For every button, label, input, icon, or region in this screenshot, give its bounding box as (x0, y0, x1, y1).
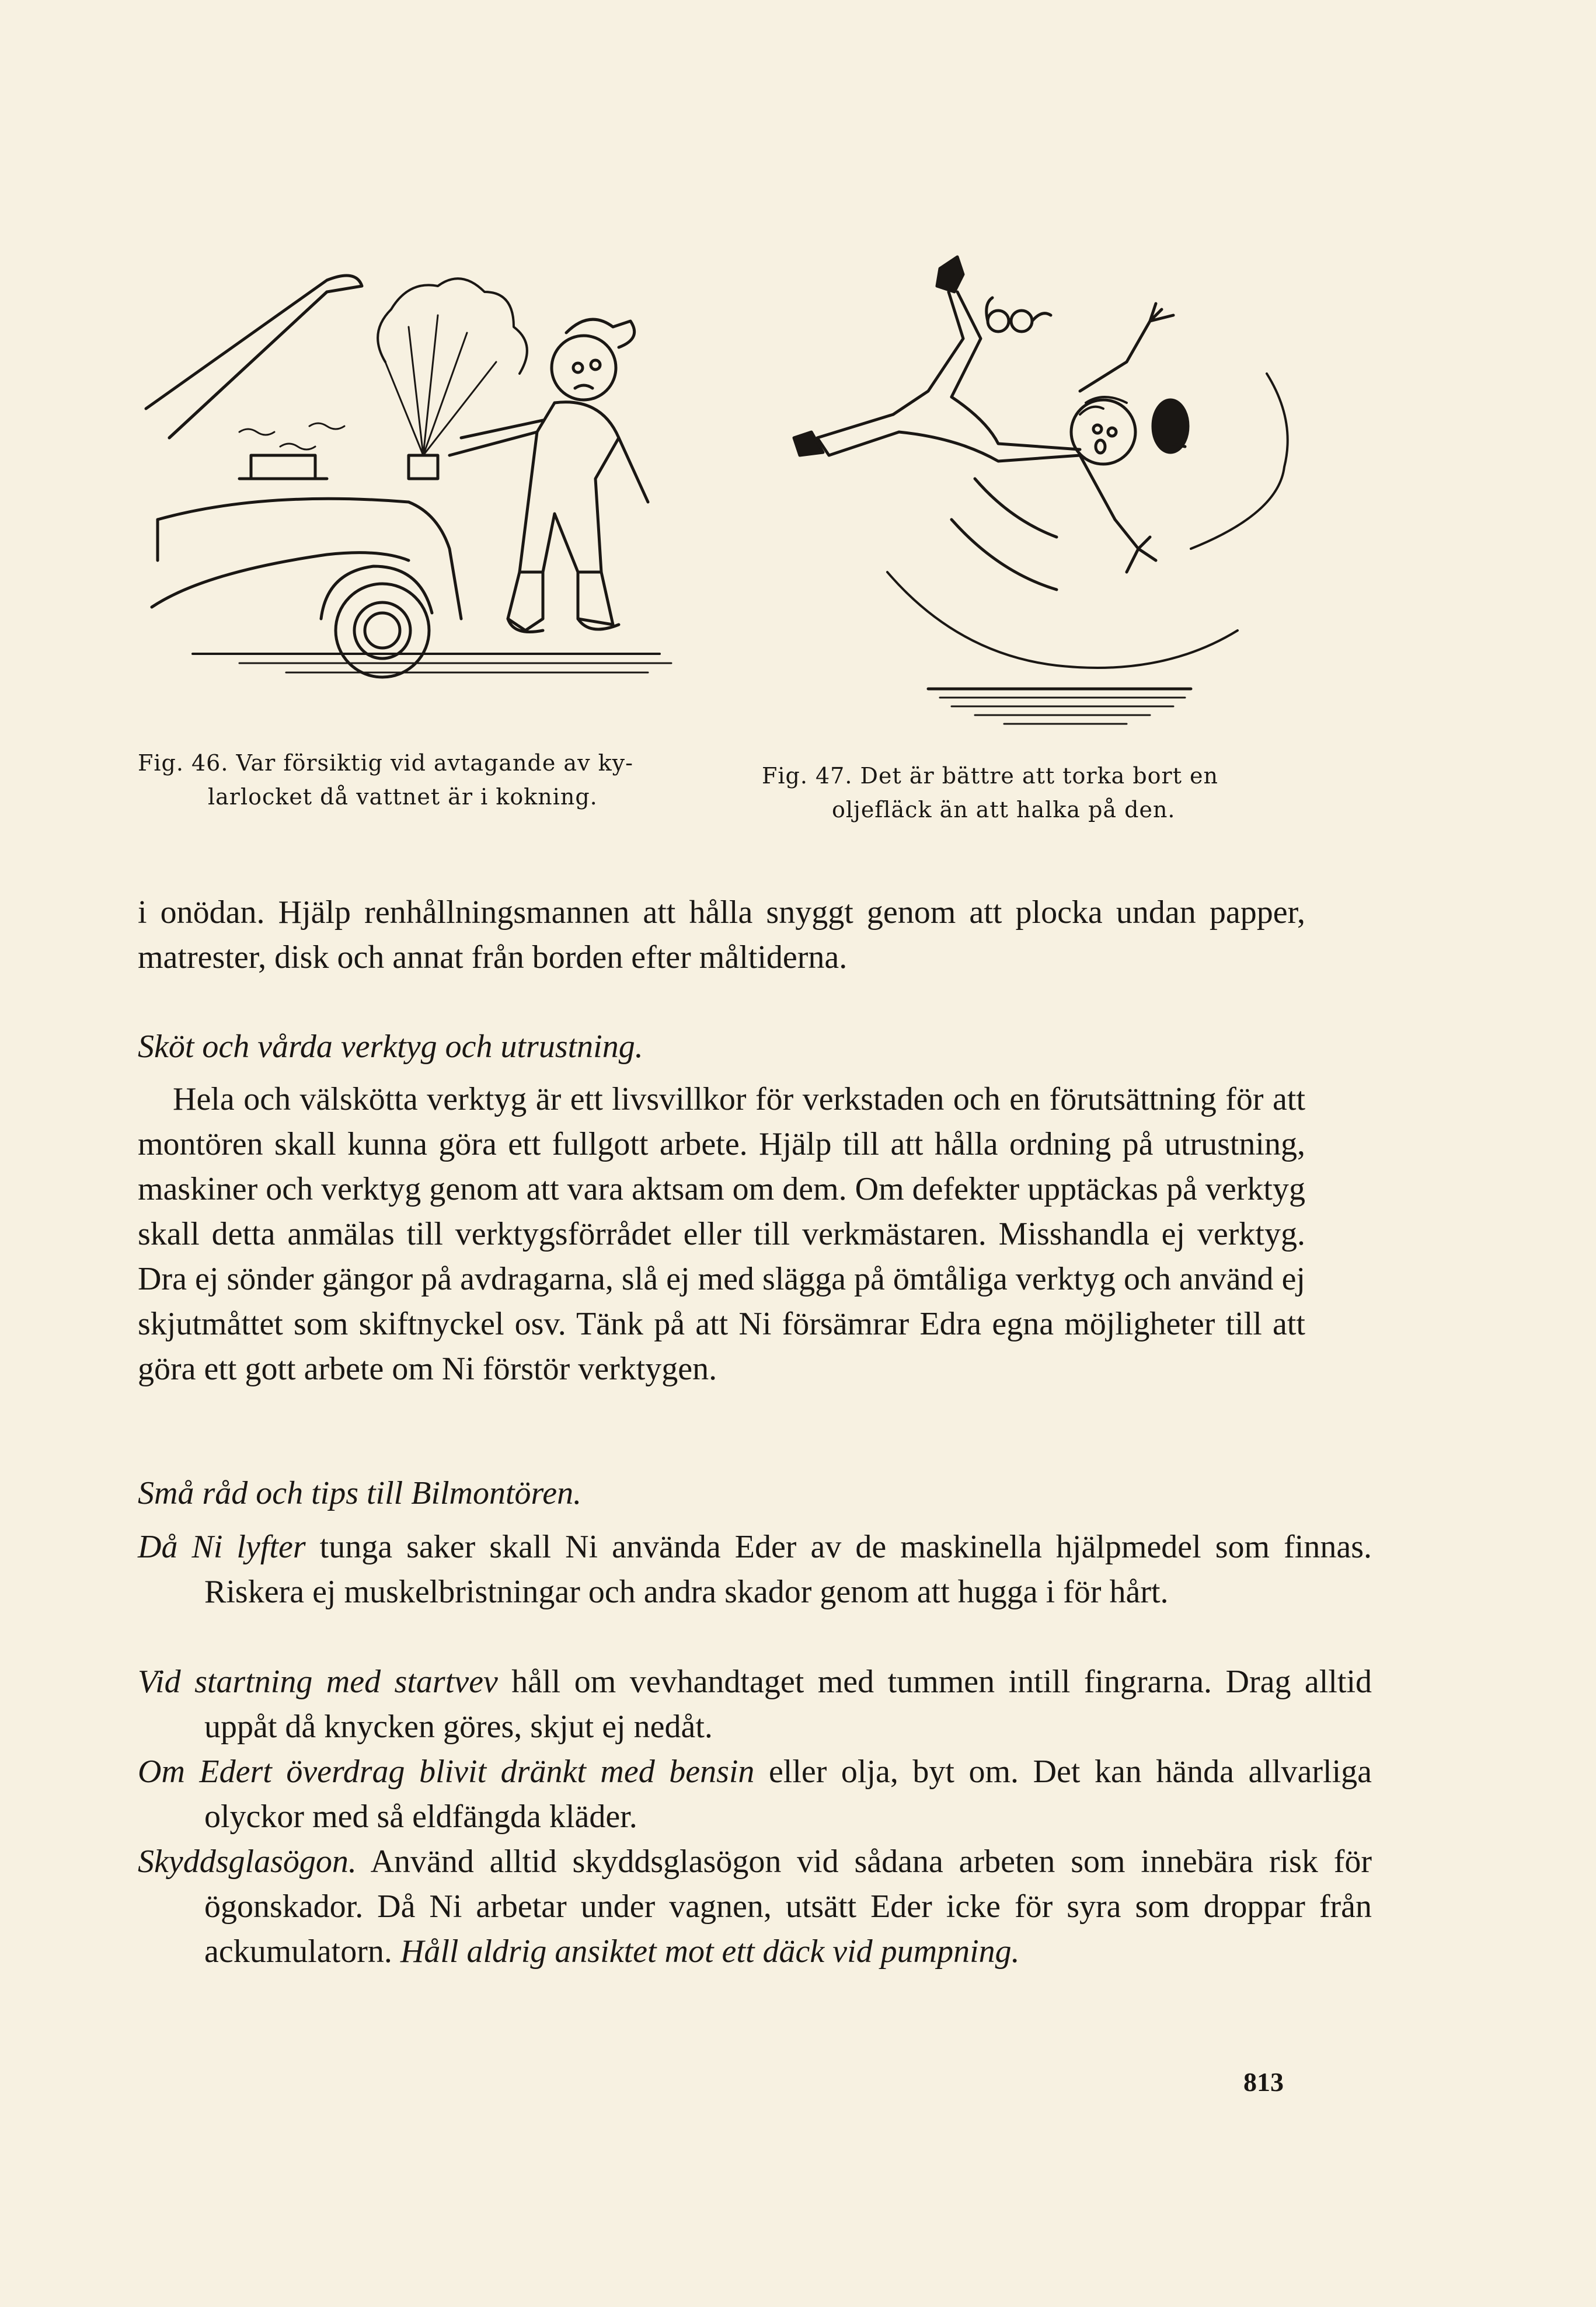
fig46-caption-line2: larlocket då vattnet är i kokning. (208, 784, 598, 810)
tip-lifting (138, 1525, 1372, 1615)
page-number: 813 (1243, 2067, 1284, 2097)
section1-heading: Sköt och vårda verktyg och utrustning. (138, 1029, 643, 1065)
intro-paragraph: i onödan. Hjälp renhållningsmannen att hålla snyggt genom att plocka undan papper, matrester, disk och annat från borden efter måltiderna. (138, 894, 1305, 975)
section2-heading-block (138, 1471, 1305, 1516)
fig47-caption (762, 759, 1311, 827)
tip-goggles-lead: Skyddsglasögon. (138, 1843, 357, 1880)
tip-lifting-text: tunga saker skall Ni använda Eder av de maskinella hjälpmedel som finnas. Riskera ej muskelbristningar och andra skador genom att hugga i för hårt. (204, 1529, 1372, 1610)
fig46-mechanic-radiator-icon (134, 245, 718, 712)
fig47-slipping-man-icon (753, 245, 1337, 736)
section1-heading-block (138, 1024, 1305, 1069)
intro-block (138, 890, 1305, 980)
tip-overalls (138, 1750, 1372, 1839)
section1-block (138, 1077, 1305, 1392)
fig46-caption-line1: Var försiktig vid avtagande av ky- (236, 750, 633, 776)
tip-goggles-text: Använd alltid skyddsglasögon vid sådana arbeten som innebära risk för ögonskador. Då Ni arbetar under vagnen, utsätt Eder icke för syra som droppar från ackumulatorn. (204, 1843, 1372, 1970)
tip-overalls-lead: Om Edert överdrag blivit dränkt med bensin (138, 1754, 755, 1790)
tip-goggles-emphasis: Håll aldrig ansiktet mot ett däck vid pumpning. (400, 1933, 1020, 1970)
fig46-number: Fig. 46. (138, 750, 229, 776)
fig47-caption-line1: Det är bättre att torka bort en (860, 763, 1219, 789)
tip-crank-text: håll om vevhandtaget med tummen intill fingrarna. Drag alltid uppåt då knycken göres, skjut ej nedåt. (204, 1664, 1372, 1745)
fig46-caption (138, 746, 716, 814)
section2-heading: Små råd och tips till Bilmontören. (138, 1475, 582, 1511)
tip-lifting-lead: Då Ni lyfter (138, 1529, 306, 1565)
tip-crank (138, 1660, 1372, 1750)
fig47-number: Fig. 47. (762, 763, 853, 789)
tip-goggles (138, 1839, 1372, 1974)
fig47-caption-line2: oljefläck än att halka på den. (832, 797, 1176, 823)
tip-crank-lead: Vid startning med startvev (138, 1664, 498, 1700)
section1-paragraph: Hela och välskötta verktyg är ett livsvillkor för verkstaden och en förutsättning för att montören skall kunna göra ett fullgott arbete. Hjälp till att hålla ordning på utrustning, maskiner och verktyg genom att vara aktsam om dem. Om defekter upptäckas på verktyg skall detta anmälas till verktygsförrådet eller till verkmästaren. Misshandla ej verktyg. Dra ej sönder gängor på avdragarna, slå ej med slägga på ömtåliga verktyg och använd ej skjutmåttet som skiftnyckel osv. Tänk på att Ni försämrar Edra egna möjligheter till att göra ett gott arbete om Ni förstör verktygen. (138, 1081, 1305, 1387)
tip-overalls-text: eller olja, byt om. Det kan hända allvarliga olyckor med så eldfängda kläder. (204, 1754, 1372, 1835)
